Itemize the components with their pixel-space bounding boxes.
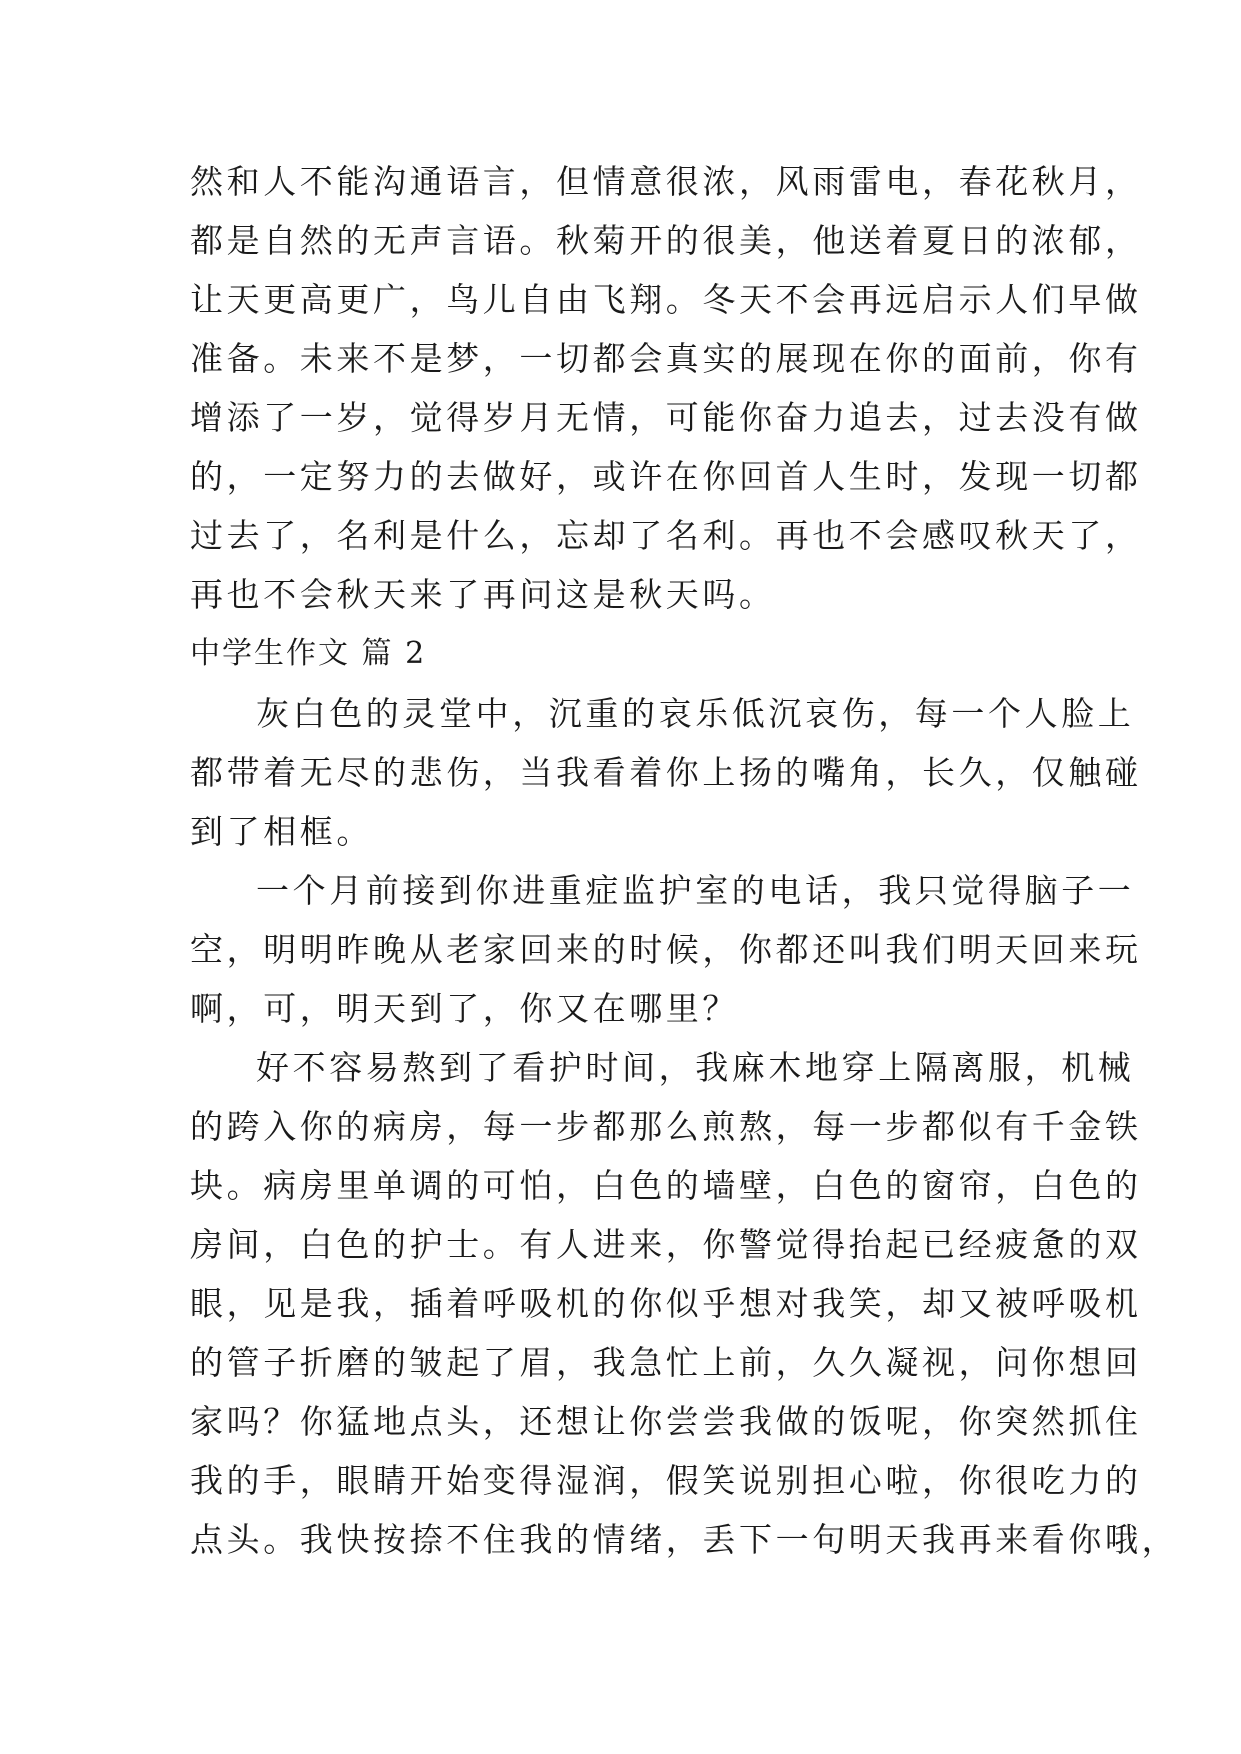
text-line: 啊，可，明天到了，你又在哪里？ [190, 989, 739, 1028]
text-line: 灰白色的灵堂中，沉重的哀乐低沉哀伤，每一个人脸上 [256, 694, 1135, 733]
text-line: 空，明明昨晚从老家回来的时候，你都还叫我们明天回来玩 [190, 930, 1142, 969]
text-line: 眼，见是我，插着呼吸机的你似乎想对我笑，却又被呼吸机 [190, 1284, 1142, 1323]
text-line: 的，一定努力的去做好，或许在你回首人生时，发现一切都 [190, 457, 1142, 496]
text-line: 都是自然的无声言语。秋菊开的很美，他送着夏日的浓郁， [190, 221, 1142, 260]
text-line: 一个月前接到你进重症监护室的电话，我只觉得脑子一 [256, 871, 1135, 910]
text-line: 家吗？你猛地点头，还想让你尝尝我做的饭呢，你突然抓住 [190, 1402, 1142, 1441]
text-line: 好不容易熬到了看护时间，我麻木地穿上隔离服，机械 [256, 1048, 1135, 1087]
text-line: 点头。我快按捺不住我的情绪，丢下一句明天我再来看你哦， [190, 1520, 1179, 1559]
text-line: 到了相框。 [190, 812, 373, 851]
text-line: 让天更高更广，鸟儿自由飞翔。冬天不会再远启示人们早做 [190, 280, 1142, 319]
text-line: 我的手，眼睛开始变得湿润，假笑说别担心啦，你很吃力的 [190, 1461, 1142, 1500]
text-line: 过去了，名利是什么，忘却了名利。再也不会感叹秋天了， [190, 516, 1142, 555]
text-line: 然和人不能沟通语言，但情意很浓，风雨雷电，春花秋月， [190, 162, 1142, 201]
text-line: 再也不会秋天来了再问这是秋天吗。 [190, 575, 776, 614]
text-line: 增添了一岁，觉得岁月无情，可能你奋力追去，过去没有做 [190, 398, 1142, 437]
text-line: 都带着无尽的悲伤，当我看着你上扬的嘴角，长久，仅触碰 [190, 753, 1142, 792]
text-line: 块。病房里单调的可怕，白色的墙壁，白色的窗帘，白色的 [190, 1166, 1142, 1205]
text-line: 房间，白色的护士。有人进来，你警觉得抬起已经疲惫的双 [190, 1225, 1142, 1264]
section-heading: 中学生作文 篇 2 [190, 636, 427, 671]
text-line: 的管子折磨的皱起了眉，我急忙上前，久久凝视，问你想回 [190, 1343, 1142, 1382]
text-line: 准备。未来不是梦，一切都会真实的展现在你的面前，你有 [190, 339, 1142, 378]
text-line: 的跨入你的病房，每一步都那么煎熬，每一步都似有千金铁 [190, 1107, 1142, 1146]
